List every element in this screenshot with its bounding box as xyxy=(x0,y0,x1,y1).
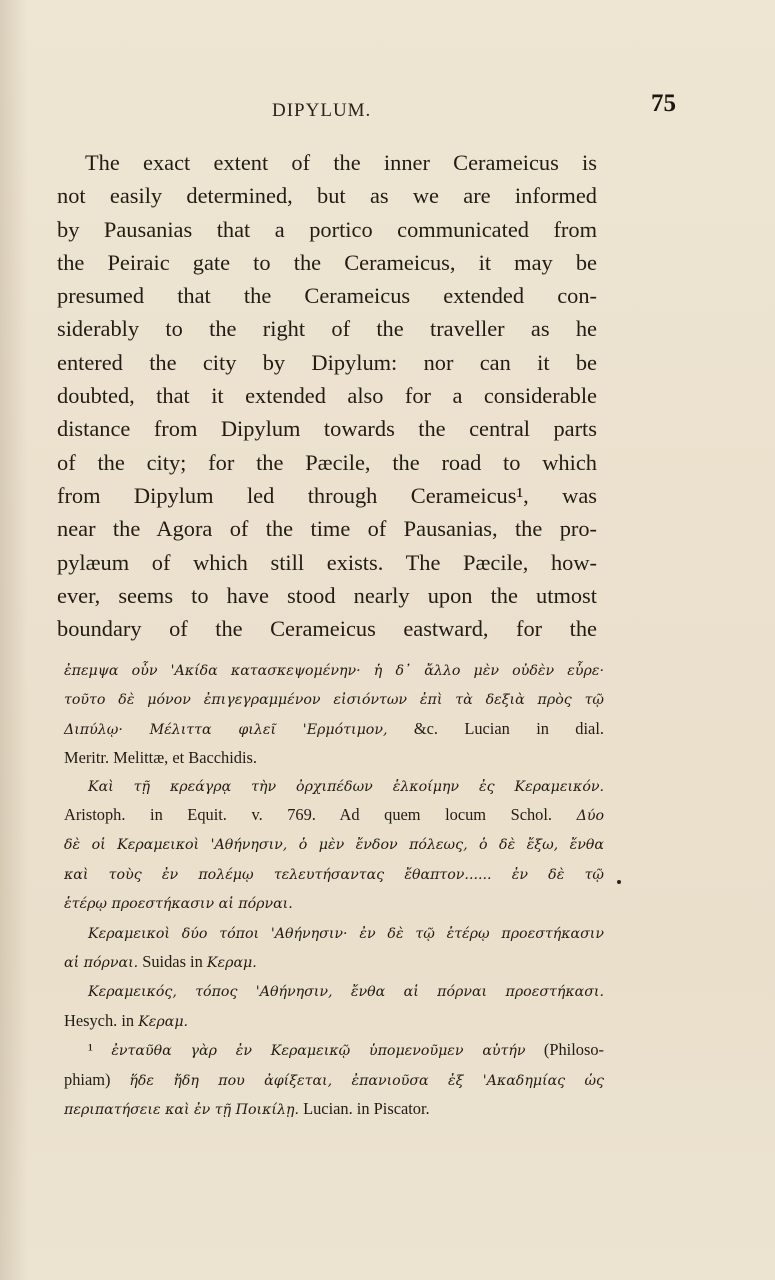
footnote-line xyxy=(64,830,604,859)
page-number: 75 xyxy=(651,90,676,117)
footnote-line xyxy=(64,889,604,918)
body-line: presumed that the Cerameicus extended con- xyxy=(57,283,597,309)
citation-text: Hesych. in xyxy=(64,1010,139,1030)
body-line: siderably to the right of the traveller as he xyxy=(57,316,597,342)
main-text xyxy=(57,146,597,645)
greek-quotation: καὶ τοὺς ἐν πολέμῳ τελευτήσαντας ἔθαπτον...... ἐν δὲ τῷ xyxy=(64,866,604,883)
citation-text: &c. Lucian in dial. xyxy=(387,718,604,738)
body-line: distance from Dipylum towards the central parts xyxy=(57,416,597,442)
greek-quotation: αἱ πόρναι. xyxy=(64,955,139,972)
footnote-line xyxy=(64,948,604,977)
citation-text: phiam) xyxy=(64,1069,130,1089)
footnotes xyxy=(64,656,604,1125)
citation-text: (Philoso- xyxy=(525,1040,605,1060)
greek-quotation: Κεραμεικός, τόπος 'Αθήνησιν, ἔνθα αἱ πόρναι προεστήκασι. xyxy=(88,984,604,1001)
footnote-line xyxy=(64,744,604,771)
footnote-line xyxy=(64,1095,604,1124)
footnote-line xyxy=(64,772,604,801)
body-line: The exact extent of the inner Cerameicus is xyxy=(85,150,597,175)
footnote-line xyxy=(64,1036,604,1065)
citation-text: Meritr. Melittæ, et Bacchidis. xyxy=(64,748,258,768)
greek-quotation: δὲ οἱ Κεραμεικοὶ 'Αθήνησιν, ὁ μὲν ἔνδον πόλεως, ὁ δὲ ἔξω, ἔνθα xyxy=(64,837,604,854)
citation-text: Aristoph. in Equit. v. 769. Ad quem locum Schol. xyxy=(64,805,577,825)
footnote-line xyxy=(64,685,604,714)
gutter-shadow xyxy=(0,0,28,1280)
footnote-line xyxy=(64,1007,604,1036)
footnote-line xyxy=(64,919,604,948)
footnote-line xyxy=(64,656,604,685)
body-line: ever, seems to have stood nearly upon the utmost xyxy=(57,582,597,608)
footnote-line xyxy=(64,977,604,1006)
body-line: near the Agora of the time of Pausanias, the pro- xyxy=(57,516,597,542)
greek-quotation: τοῦτο δὲ μόνον ἐπιγεγραμμένον εἰσιόντων ἐπὶ τὰ δεξιὰ πρὸς τῷ xyxy=(64,692,604,709)
greek-quotation: Διπύλῳ· Μέλιττα φιλεῖ 'Ερμότιμον, xyxy=(64,721,388,738)
body-line: pylæum of which still exists. The Pæcile, how- xyxy=(57,549,597,575)
body-line: by Pausanias that a portico communicated from xyxy=(57,216,597,242)
body-line: not easily determined, but as we are informed xyxy=(57,183,597,209)
citation-text: Lucian. in Piscator. xyxy=(299,1099,430,1119)
greek-quotation: ἐνταῦθα γὰρ ἐν Κεραμεικῷ ὑπομενοῦμεν αὐτήν xyxy=(111,1043,526,1060)
greek-quotation: ἑτέρῳ προεστήκασιν αἱ πόρναι. xyxy=(64,896,293,913)
citation-text: ¹ xyxy=(88,1040,112,1060)
body-line: from Dipylum led through Cerameicus¹, was xyxy=(57,482,597,508)
footnote-line xyxy=(64,1066,604,1095)
body-line: doubted, that it extended also for a considerable xyxy=(57,383,597,409)
running-head: DIPYLUM. xyxy=(272,100,372,121)
greek-quotation: ἥδε ἤδη που ἀφίξεται, ἐπανιοῦσα ἐξ 'Ακαδημίας ὡς xyxy=(129,1072,604,1089)
footnote-line xyxy=(64,715,604,744)
body-line: of the city; for the Pæcile, the road to which xyxy=(57,449,597,475)
greek-quotation: Καὶ τῇ κρεάγρᾳ τὴν ὀρχιπέδων ἑλκοίμην ἐς Κεραμεικόν. xyxy=(88,778,604,795)
body-line: the Peiraic gate to the Cerameicus, it may be xyxy=(57,249,597,275)
greek-quotation: περιπατήσειε καὶ ἐν τῇ Ποικίλῃ. xyxy=(64,1102,299,1119)
greek-quotation: Κεραμ. xyxy=(206,955,257,972)
citation-text: Suidas in xyxy=(138,952,207,972)
body-line: entered the city by Dipylum: nor can it be xyxy=(57,349,597,375)
greek-quotation: ἐπεμψα οὖν 'Ακίδα κατασκεψομένην· ἡ δ᾽ ἄλλο μὲν οὐδὲν εὗρε· xyxy=(64,663,604,679)
ink-speck xyxy=(617,880,621,884)
footnote-line xyxy=(64,801,604,830)
greek-quotation: Κεραμεικοὶ δύο τόποι 'Αθήνησιν· ἐν δὲ τῷ ἑτέρῳ προεστήκασιν xyxy=(88,925,604,942)
footnote-line xyxy=(64,860,604,889)
greek-quotation: Κεραμ. xyxy=(138,1013,189,1030)
body-line: boundary of the Cerameicus eastward, for the xyxy=(57,616,597,642)
greek-quotation: Δύο xyxy=(576,808,604,825)
